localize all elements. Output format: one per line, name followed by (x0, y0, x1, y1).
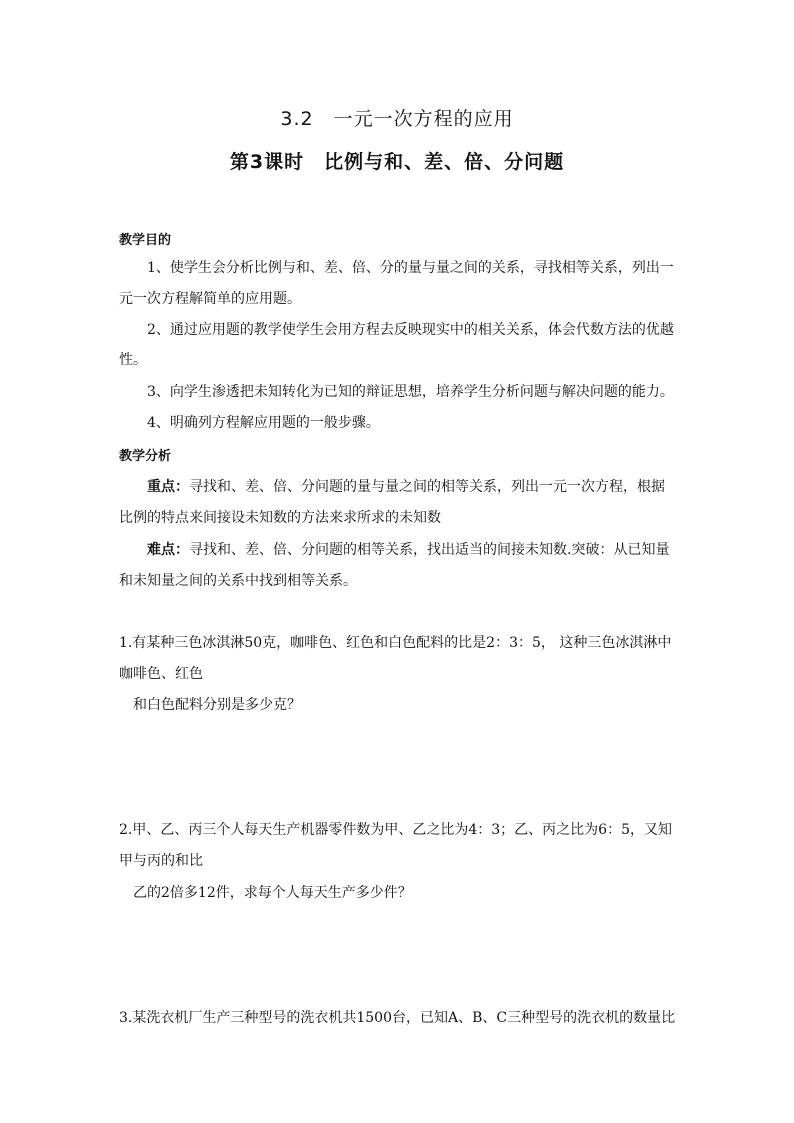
problem-1-line-3: 和白色配料分别是多少克？ (133, 697, 301, 713)
problem-2-line-1: 2.甲、乙、丙三个人每天生产机器零件数为甲、乙之比为4：3；乙、丙之比为6：5，又知 (119, 822, 672, 838)
problem-1-line-2: 咖啡色、红色 (119, 666, 203, 682)
objective-3: 3、向学生渗透把未知转化为已知的辩证思想，培养学生分析问题与解决问题的能力。 (147, 384, 674, 400)
analysis-heading: 教学分析 (119, 449, 172, 464)
problem-3-line-1: 3.某洗衣机厂生产三种型号的洗衣机共1500台，已知A、B、C三种型号的洗衣机的数量比 (119, 1010, 676, 1026)
lesson-title: 第3课时 比例与和、差、倍、分问题 (229, 151, 565, 173)
problem-2-line-2: 甲与丙的和比 (119, 853, 203, 869)
objective-1-line-2: 元一次方程解简单的应用题。 (119, 291, 301, 307)
key-point-line-1 (147, 477, 707, 497)
key-point-label: 重点： (147, 479, 189, 495)
objective-4: 4、明确列方程解应用题的一般步骤。 (147, 415, 380, 431)
difficulty-text: 寻找和、差、倍、分问题的相等关系，找出适当的间接未知数.突破：从已知量 (189, 542, 670, 558)
objectives-heading: 教学目的 (119, 233, 172, 248)
difficulty-line-2: 和未知量之间的关系中找到相等关系。 (119, 573, 357, 589)
objective-2-line-2: 性。 (119, 352, 147, 368)
key-point-line-2: 比例的特点来间接设未知数的方法来求所求的未知数 (119, 510, 441, 526)
problem-2-line-3: 乙的2倍多12件，求每个人每天生产多少件？ (133, 885, 412, 901)
problem-1-line-1: 1.有某种三色冰淇淋50克，咖啡色、红色和白色配料的比是2：3：5， 这种三色冰淇淋中 (119, 635, 672, 651)
difficulty-label: 难点： (147, 542, 189, 558)
section-title: 3.2 一元一次方程的应用 (280, 108, 514, 130)
objective-1-line-1: 1、使学生会分析比例与和、差、倍、分的量与量之间的关系，寻找相等关系，列出一 (147, 260, 674, 276)
objective-2-line-1: 2、通过应用题的教学使学生会用方程去反映现实中的相关关系，体会代数方法的优越 (147, 322, 674, 338)
key-point-text: 寻找和、差、倍、分问题的量与量之间的相等关系，列出一元一次方程，根据 (189, 479, 665, 495)
difficulty-line-1 (147, 540, 707, 560)
